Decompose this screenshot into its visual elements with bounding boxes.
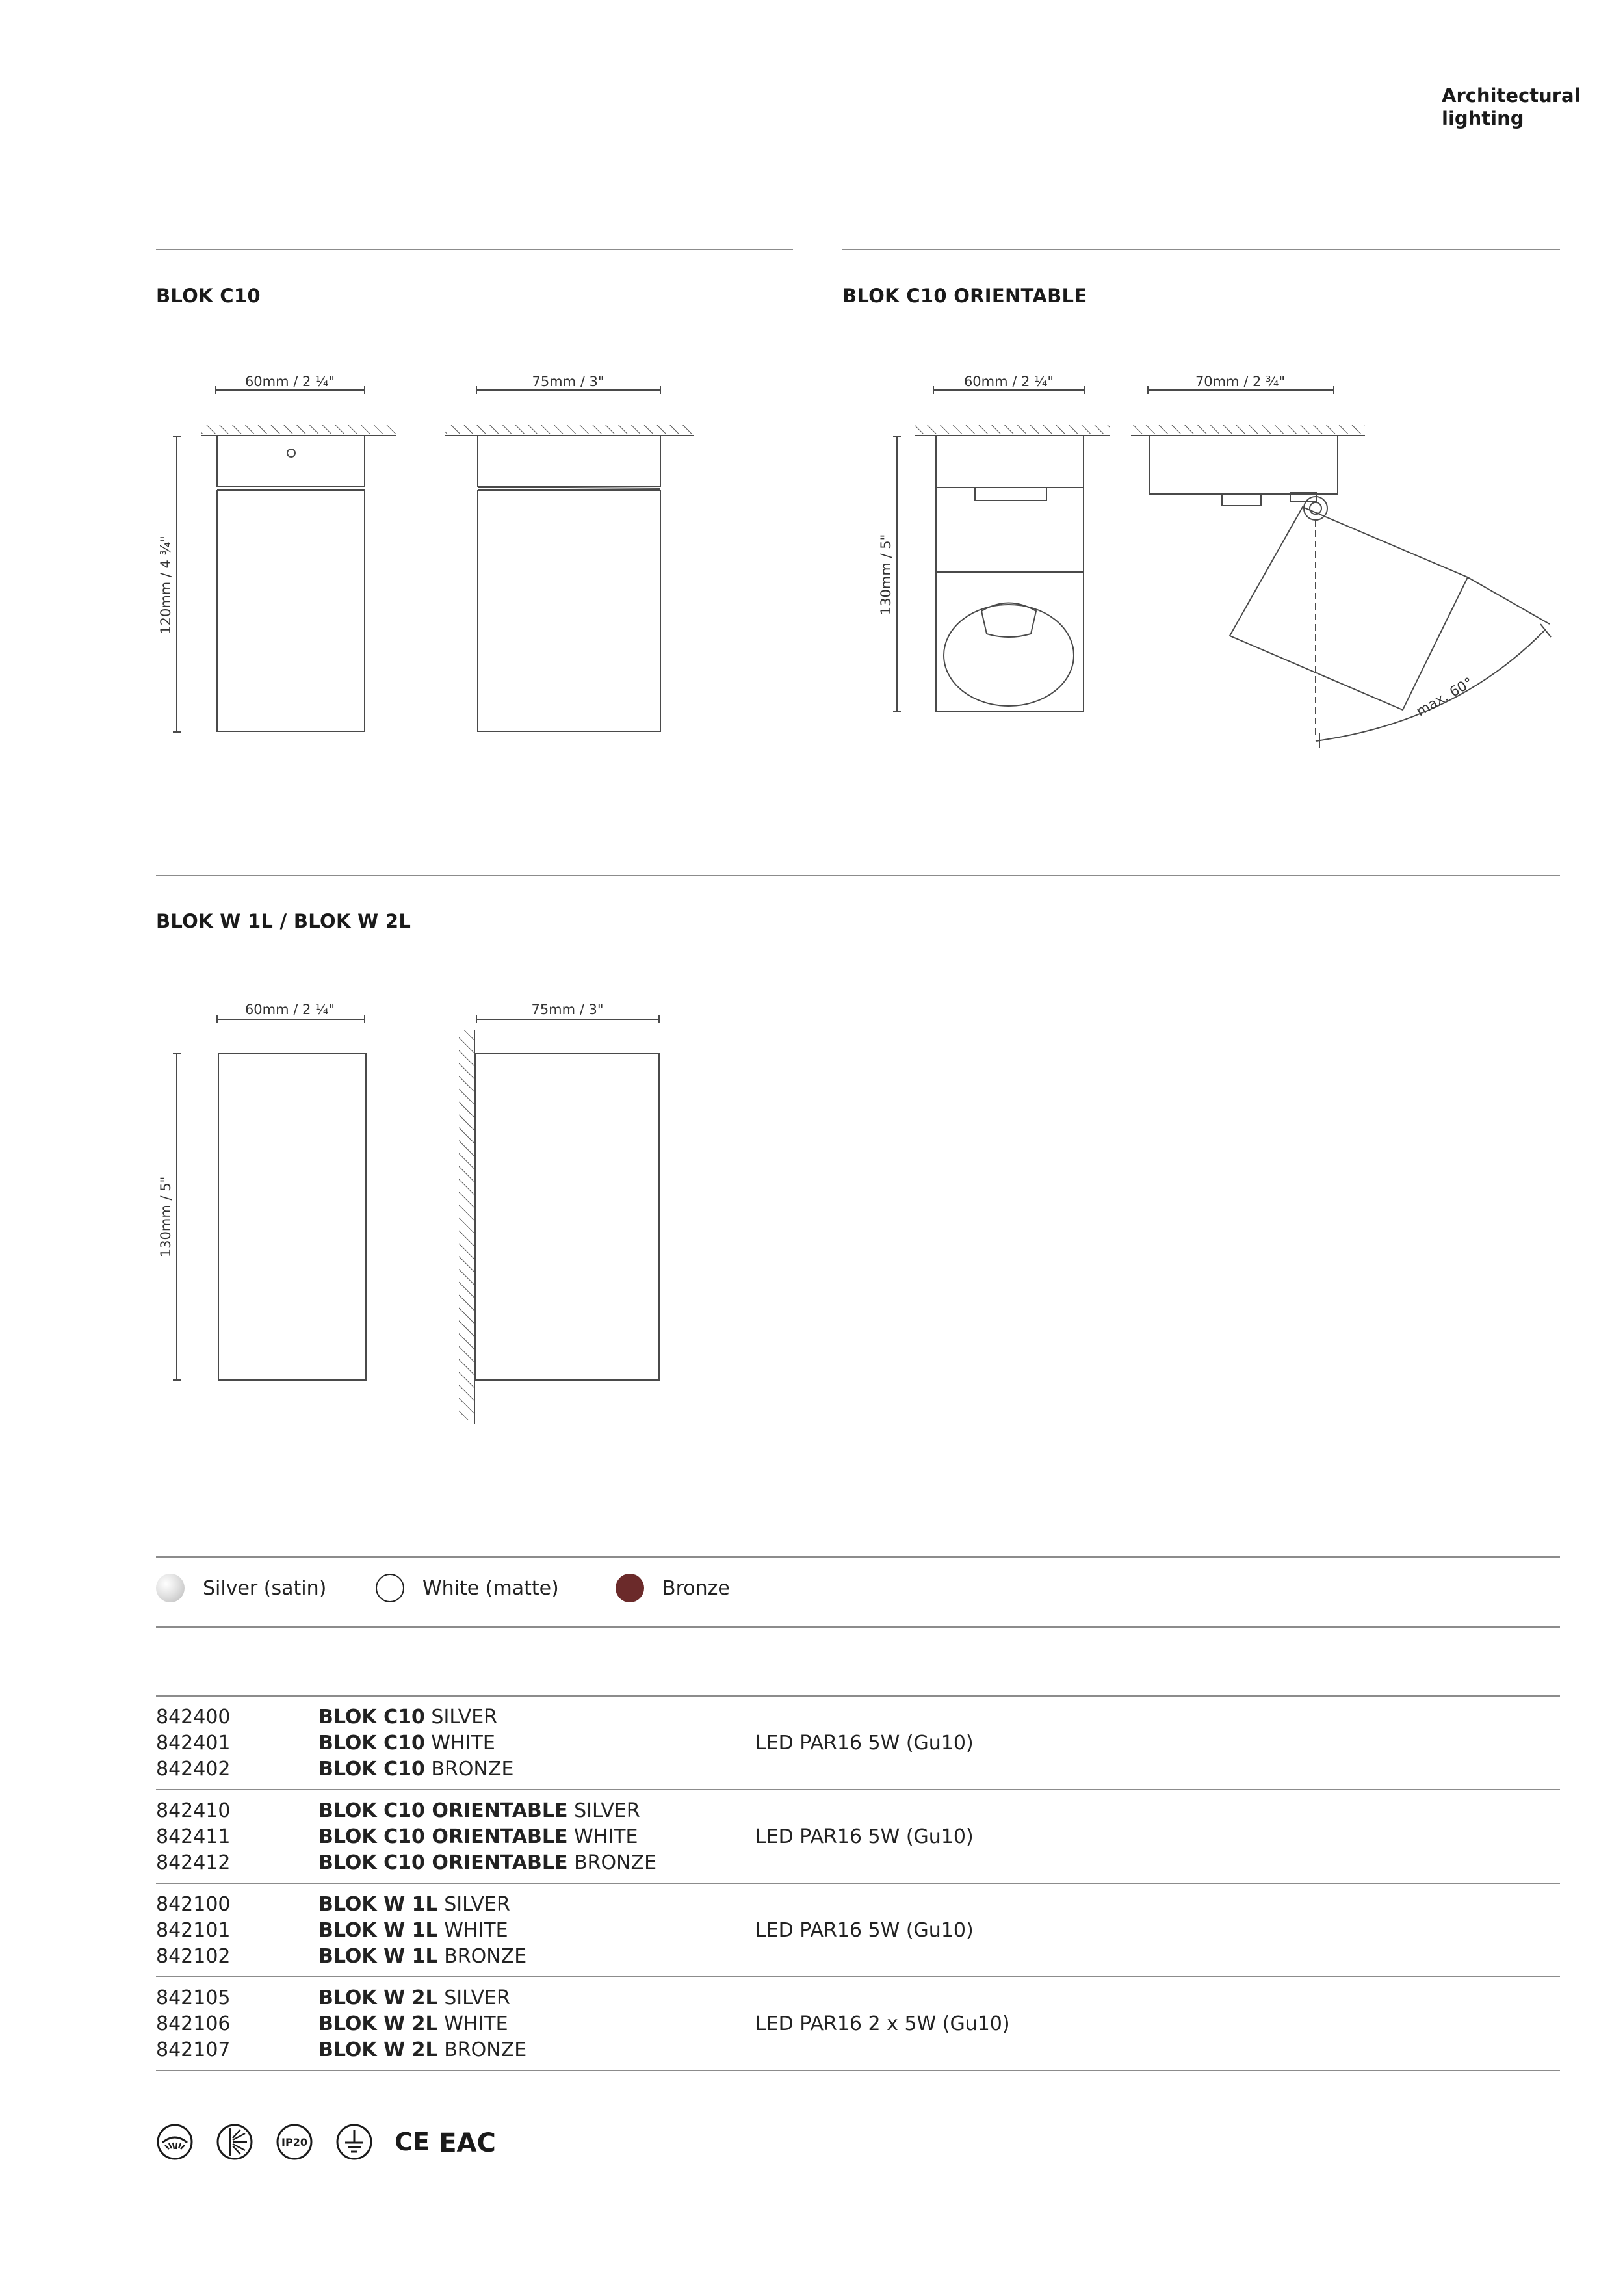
- product-code: 842106: [156, 2013, 231, 2035]
- product-name: BLOK W 1L BRONZE: [318, 1945, 527, 1968]
- blok-w-side-view: [459, 1015, 659, 1424]
- blok-w-width-side-label: 75mm / 3": [531, 1002, 604, 1017]
- table-top-rule: [156, 1695, 1560, 1697]
- finish-silver: [156, 1573, 326, 1603]
- divider-finishes-bottom: [156, 1626, 1560, 1628]
- product-name: BLOK C10 ORIENTABLE BRONZE: [318, 1851, 657, 1874]
- product-name: BLOK C10 SILVER: [318, 1706, 498, 1729]
- product-code: 842412: [156, 1851, 231, 1874]
- product-lamp: LED PAR16 2 x 5W (Gu10): [755, 2013, 1010, 2035]
- finish-label-silver: Silver (satin): [203, 1576, 327, 1600]
- c10-orientable-width-front-label: 60mm / 2 ¼": [963, 374, 1054, 389]
- product-code: 842102: [156, 1945, 231, 1968]
- silver-swatch: [156, 1574, 185, 1602]
- white-swatch: [376, 1574, 404, 1602]
- section-title-blok-w: BLOK W 1L / BLOK W 2L: [156, 910, 411, 932]
- light-distribution-icon: [216, 2123, 255, 2161]
- c10-side-view: [445, 386, 694, 731]
- product-code: 842107: [156, 2039, 231, 2061]
- product-name: BLOK C10 WHITE: [318, 1732, 495, 1755]
- product-code: 842410: [156, 1799, 231, 1822]
- table-bottom-rule: [156, 2070, 1560, 2071]
- ip20-icon: [276, 2123, 315, 2161]
- svg-text:EAC: EAC: [439, 2128, 496, 2158]
- divider-finishes-top: [156, 1556, 1560, 1558]
- product-code: 842401: [156, 1732, 231, 1755]
- table-row-rule: [156, 1883, 1560, 1884]
- product-code: 842411: [156, 1825, 231, 1848]
- c10-front-view: [173, 386, 396, 732]
- finish-white: [376, 1573, 559, 1603]
- finish-label-white: White (matte): [422, 1576, 559, 1600]
- section-title-c10: BLOK C10: [156, 285, 261, 307]
- finish-bronze: [616, 1573, 730, 1603]
- bronze-swatch: [616, 1574, 644, 1602]
- c10-orientable-angle-label: max. 60°: [1413, 674, 1476, 720]
- svg-text:CE: CE: [395, 2128, 430, 2156]
- ce-mark-icon: [394, 2123, 430, 2161]
- product-code: 842105: [156, 1987, 231, 2009]
- table-row-rule: [156, 1789, 1560, 1790]
- section-title-c10-orientable: BLOK C10 ORIENTABLE: [842, 285, 1087, 307]
- c10-height-label: 120mm / 4 ¾": [158, 536, 174, 634]
- brand-line-1: Architectural: [1442, 85, 1581, 107]
- product-group-c10: [156, 1706, 1560, 1784]
- blok-w-height-label: 130mm / 5": [158, 1176, 174, 1258]
- c10-orientable-height-label: 130mm / 5": [878, 534, 894, 616]
- finish-label-bronze: Bronze: [662, 1576, 730, 1600]
- c10-orientable-front-view: [893, 386, 1110, 712]
- blok-w-width-front-label: 60mm / 2 ¼": [244, 1002, 335, 1017]
- brand-line-2: lighting: [1442, 107, 1524, 129]
- product-group-c10-orientable: [156, 1799, 1560, 1877]
- product-code: 842402: [156, 1758, 231, 1781]
- c10-width-side-label: 75mm / 3": [532, 374, 604, 389]
- product-lamp: LED PAR16 5W (Gu10): [755, 1825, 974, 1848]
- product-lamp: LED PAR16 5W (Gu10): [755, 1732, 974, 1755]
- product-name: BLOK C10 BRONZE: [318, 1758, 514, 1781]
- product-lamp: LED PAR16 5W (Gu10): [755, 1919, 974, 1942]
- product-name: BLOK W 2L SILVER: [318, 1987, 510, 2009]
- product-name: BLOK W 1L WHITE: [318, 1919, 508, 1942]
- product-group-blok-w-1l: [156, 1893, 1560, 1971]
- product-name: BLOK W 2L WHITE: [318, 2013, 508, 2035]
- product-code: 842100: [156, 1893, 231, 1916]
- c10-width-front-label: 60mm / 2 ¼": [244, 374, 335, 389]
- eac-mark-icon: [439, 2123, 496, 2161]
- table-row-rule: [156, 1976, 1560, 1977]
- product-name: BLOK C10 ORIENTABLE SILVER: [318, 1799, 640, 1822]
- earth-ground-icon: [335, 2123, 374, 2161]
- product-name: BLOK W 2L BRONZE: [318, 2039, 527, 2061]
- c10-orientable-width-side-label: 70mm / 2 ¾": [1195, 374, 1286, 389]
- product-name: BLOK C10 ORIENTABLE WHITE: [318, 1825, 638, 1848]
- product-code: 842101: [156, 1919, 231, 1942]
- svg-text:IP20: IP20: [281, 2136, 307, 2148]
- product-code: 842400: [156, 1706, 231, 1729]
- product-name: BLOK W 1L SILVER: [318, 1893, 510, 1916]
- blok-w-front-view: [173, 1015, 366, 1380]
- c10-orientable-side-view: [1131, 386, 1551, 748]
- product-group-blok-w-2l: [156, 1987, 1560, 2065]
- dimmable-icon: [156, 2123, 195, 2161]
